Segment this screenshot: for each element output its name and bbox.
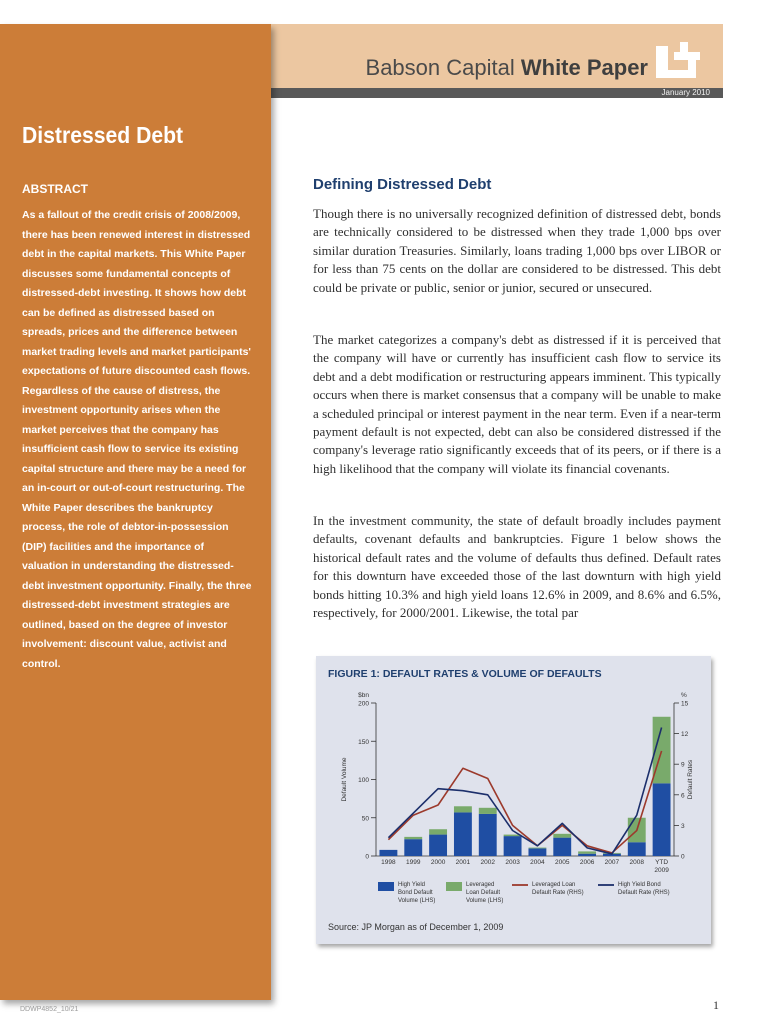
x-tick-label: 2001	[455, 859, 471, 866]
right-tick-label: 0	[681, 853, 685, 861]
legend-label: Loan Default	[466, 890, 501, 896]
publication-date: January 2010	[661, 88, 710, 97]
paragraph: The market categorizes a company's debt as distressed if it is perceived that the company will have or currently has insufficient cash flow to service its debt and a debt modification or restructuring appears imminent. This typically occurs when there is market consensus that a company will be unable to make a scheduled principal or interest payment in the near term. Even if a near-term payment default is not expected, debt can also be considered distressed if the company's leverage ratio significantly exceeds that of its peers, or if there is a high likelihood that the company will violate its financial covenants.	[313, 332, 721, 476]
figure-title: FIGURE 1: DEFAULT RATES & VOLUME OF DEFAULTS	[328, 668, 602, 680]
right-axis-label: Default Rates	[687, 759, 694, 800]
document-title: Distressed Debt	[22, 122, 184, 148]
bar-leveraged-loan-volume	[429, 829, 447, 834]
bar-hy-bond-volume	[429, 835, 447, 856]
right-tick-label: 12	[681, 731, 689, 739]
bar-hy-bond-volume	[504, 836, 522, 856]
document-code: DDWP4852_10/21	[20, 1006, 79, 1013]
bar-hy-bond-volume	[578, 854, 596, 856]
legend-label: Bond Default	[398, 890, 433, 896]
x-tick-label: 2006	[579, 859, 595, 866]
left-tick-label: 0	[365, 853, 369, 861]
brand-name: Babson Capital	[365, 55, 515, 80]
x-tick-label: 2003	[505, 859, 520, 866]
legend-label: Default Rate (RHS)	[618, 890, 670, 896]
x-tick-label: 2005	[555, 859, 570, 866]
bar-hy-bond-volume	[479, 814, 497, 856]
x-tick-label: 2007	[604, 859, 620, 866]
bar-leveraged-loan-volume	[454, 806, 472, 812]
bar-hy-bond-volume	[454, 812, 472, 856]
x-tick-label: 1998	[381, 859, 396, 866]
left-tick-label: 50	[361, 815, 369, 823]
right-tick-label: 9	[681, 761, 685, 769]
header-title	[366, 55, 648, 81]
paragraph: In the investment community, the state of default broadly includes payment defaults, covenant defaults and bankruptcies. Figure 1 below shows the historical default rates and the volume of defaults thus defined. Default rates for this downturn have exceeded those of the last downturn with high yield bonds hitting 10.3% and high yield loans 12.6% in 2009, and 8.6% and 6.5%, respectively, for 2000/2001. Likewise, the total par	[313, 513, 721, 621]
legend-label: Leveraged	[466, 882, 495, 888]
white-paper-label: White Paper	[520, 55, 648, 80]
x-tick-label: YTD	[655, 859, 669, 866]
left-tick-label: 150	[358, 738, 369, 746]
left-axis-unit: $bn	[358, 692, 369, 699]
x-tick-label: 2000	[430, 859, 446, 866]
legend-label: Volume (LHS)	[398, 898, 436, 904]
bar-hy-bond-volume	[404, 839, 422, 856]
left-tick-label: 100	[358, 777, 369, 784]
bar-leveraged-loan-volume	[479, 808, 497, 814]
abstract-heading: ABSTRACT	[22, 182, 88, 196]
right-axis-unit: %	[681, 692, 687, 699]
babson-logo-icon	[654, 40, 702, 82]
bar-hy-bond-volume	[628, 842, 646, 856]
bar-hy-bond-volume	[553, 838, 571, 856]
figure-1	[316, 656, 711, 944]
page-number: 1	[713, 998, 719, 1012]
paragraph: Though there is no universally recognized definition of distressed debt, bonds are technically considered to be distressed when they trade 1,000 bps over similar duration Treasuries. Similarly, loans trading 1,000 bps over LIBOR or for less than 75 cents on the dollar are considered to be distressed. This debt could be private or public, senior or junior, secured or unsecured.	[313, 206, 721, 295]
legend-swatch	[446, 882, 462, 891]
right-tick-label: 6	[681, 792, 685, 800]
x-tick-label: 2009	[654, 867, 669, 874]
default-rates-chart	[316, 656, 711, 944]
legend-label: Volume (LHS)	[466, 898, 504, 904]
legend-label: Default Rate (RHS)	[532, 890, 584, 896]
figure-source: Source: JP Morgan as of December 1, 2009	[328, 922, 504, 932]
bar-leveraged-loan-volume	[553, 834, 571, 838]
left-axis-label: Default Volume	[341, 757, 348, 802]
legend-label: Leveraged Loan	[532, 882, 576, 888]
x-tick-label: 2004	[530, 859, 545, 866]
bar-leveraged-loan-volume	[404, 837, 422, 839]
abstract-text: As a fallout of the credit crisis of 2008/2009, there has been renewed interest in distressed debt in the capital markets. This White Paper discusses some fundamental concepts of distressed-debt investing. It shows how debt can be defined as distressed based on spreads, prices and the difference between market trading levels and market participants' expectations of future discounted cash flows. Regardless of the cause of distress, the investment opportunity arises when the market perceives that the company has insufficient cash flow to service its existing capital structure and there may be a need for an in-court or out-of-court restructuring. The White Paper describes the bankruptcy process, the role of debtor-in-possession (DIP) facilities and the importance of valuation in understanding the distressed-debt investment opportunity. Finally, the three distressed-debt investment strategies are outlined, based on the degree of investor involvement: discount value, activist and control.	[22, 209, 252, 670]
right-tick-label: 15	[681, 700, 689, 708]
x-tick-label: 1999	[406, 859, 421, 866]
right-tick-label: 3	[681, 822, 685, 830]
bar-hy-bond-volume	[653, 783, 671, 856]
legend-swatch	[378, 882, 394, 891]
bar-hy-bond-volume	[528, 848, 546, 856]
x-tick-label: 2008	[629, 859, 644, 866]
legend-label: High Yield Bond	[618, 882, 661, 888]
legend-label: High Yield	[398, 882, 426, 888]
section-heading: Defining Distressed Debt	[313, 176, 492, 193]
bar-leveraged-loan-volume	[528, 848, 546, 849]
bar-leveraged-loan-volume	[578, 851, 596, 853]
x-tick-label: 2002	[480, 859, 495, 866]
bar-hy-bond-volume	[379, 850, 397, 856]
left-tick-label: 200	[358, 700, 369, 708]
